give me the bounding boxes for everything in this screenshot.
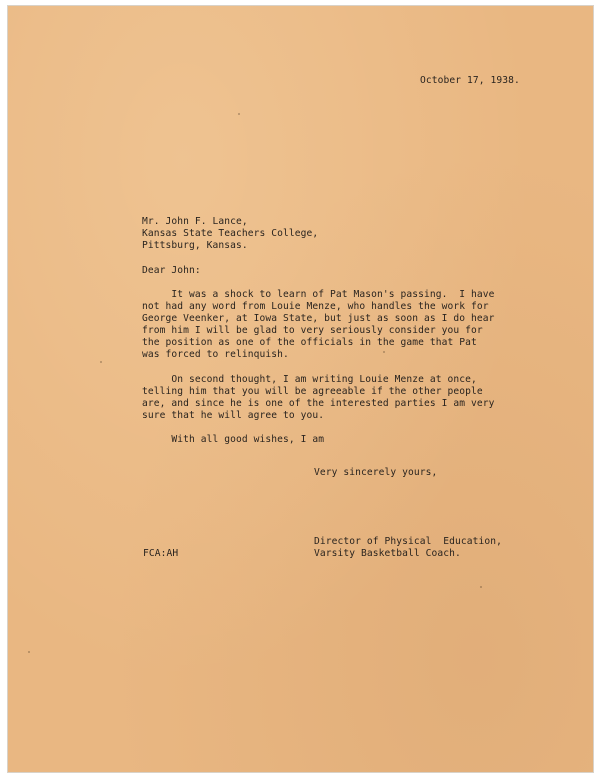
paragraph-line: was forced to relinquish. xyxy=(142,349,289,360)
paper-speck xyxy=(238,113,240,115)
paragraph-line: are, and since he is one of the interested parties I am very xyxy=(142,398,495,409)
paper-speck xyxy=(100,361,102,363)
closing-line: With all good wishes, I am xyxy=(142,434,325,445)
paragraph-line: telling him that you will be agreeable if the other people xyxy=(142,386,483,397)
address-line-name: Mr. John F. Lance, xyxy=(142,216,248,227)
address-line-college: Kansas State Teachers College, xyxy=(142,228,319,239)
paragraph-line: the position as one of the officials in the game that Pat xyxy=(142,337,477,348)
signature-title-line: Varsity Basketball Coach. xyxy=(314,548,461,559)
paragraph-line: from him I will be glad to very seriously consider you for xyxy=(142,325,483,336)
paper-speck xyxy=(480,586,482,588)
paragraph-line: sure that he will agree to you. xyxy=(142,410,325,421)
paragraph-line: George Veenker, at Iowa State, but just as soon as I do hear xyxy=(142,313,495,324)
address-line-city: Pittsburg, Kansas. xyxy=(142,240,248,251)
letter-page xyxy=(8,6,593,772)
paper-speck xyxy=(28,651,30,653)
paragraph-line: not had any word from Louie Menze, who handles the work for xyxy=(142,301,489,312)
letter-date: October 17, 1938. xyxy=(420,75,520,86)
reference-initials: FCA:AH xyxy=(143,548,179,559)
complimentary-close: Very sincerely yours, xyxy=(314,467,438,478)
paragraph-line: It was a shock to learn of Pat Mason's passing. I have xyxy=(142,289,495,300)
signature-title-line: Director of Physical Education, xyxy=(314,536,503,547)
paper-speck xyxy=(383,351,385,353)
salutation: Dear John: xyxy=(142,265,201,276)
paragraph-line: On second thought, I am writing Louie Menze at once, xyxy=(142,374,477,385)
